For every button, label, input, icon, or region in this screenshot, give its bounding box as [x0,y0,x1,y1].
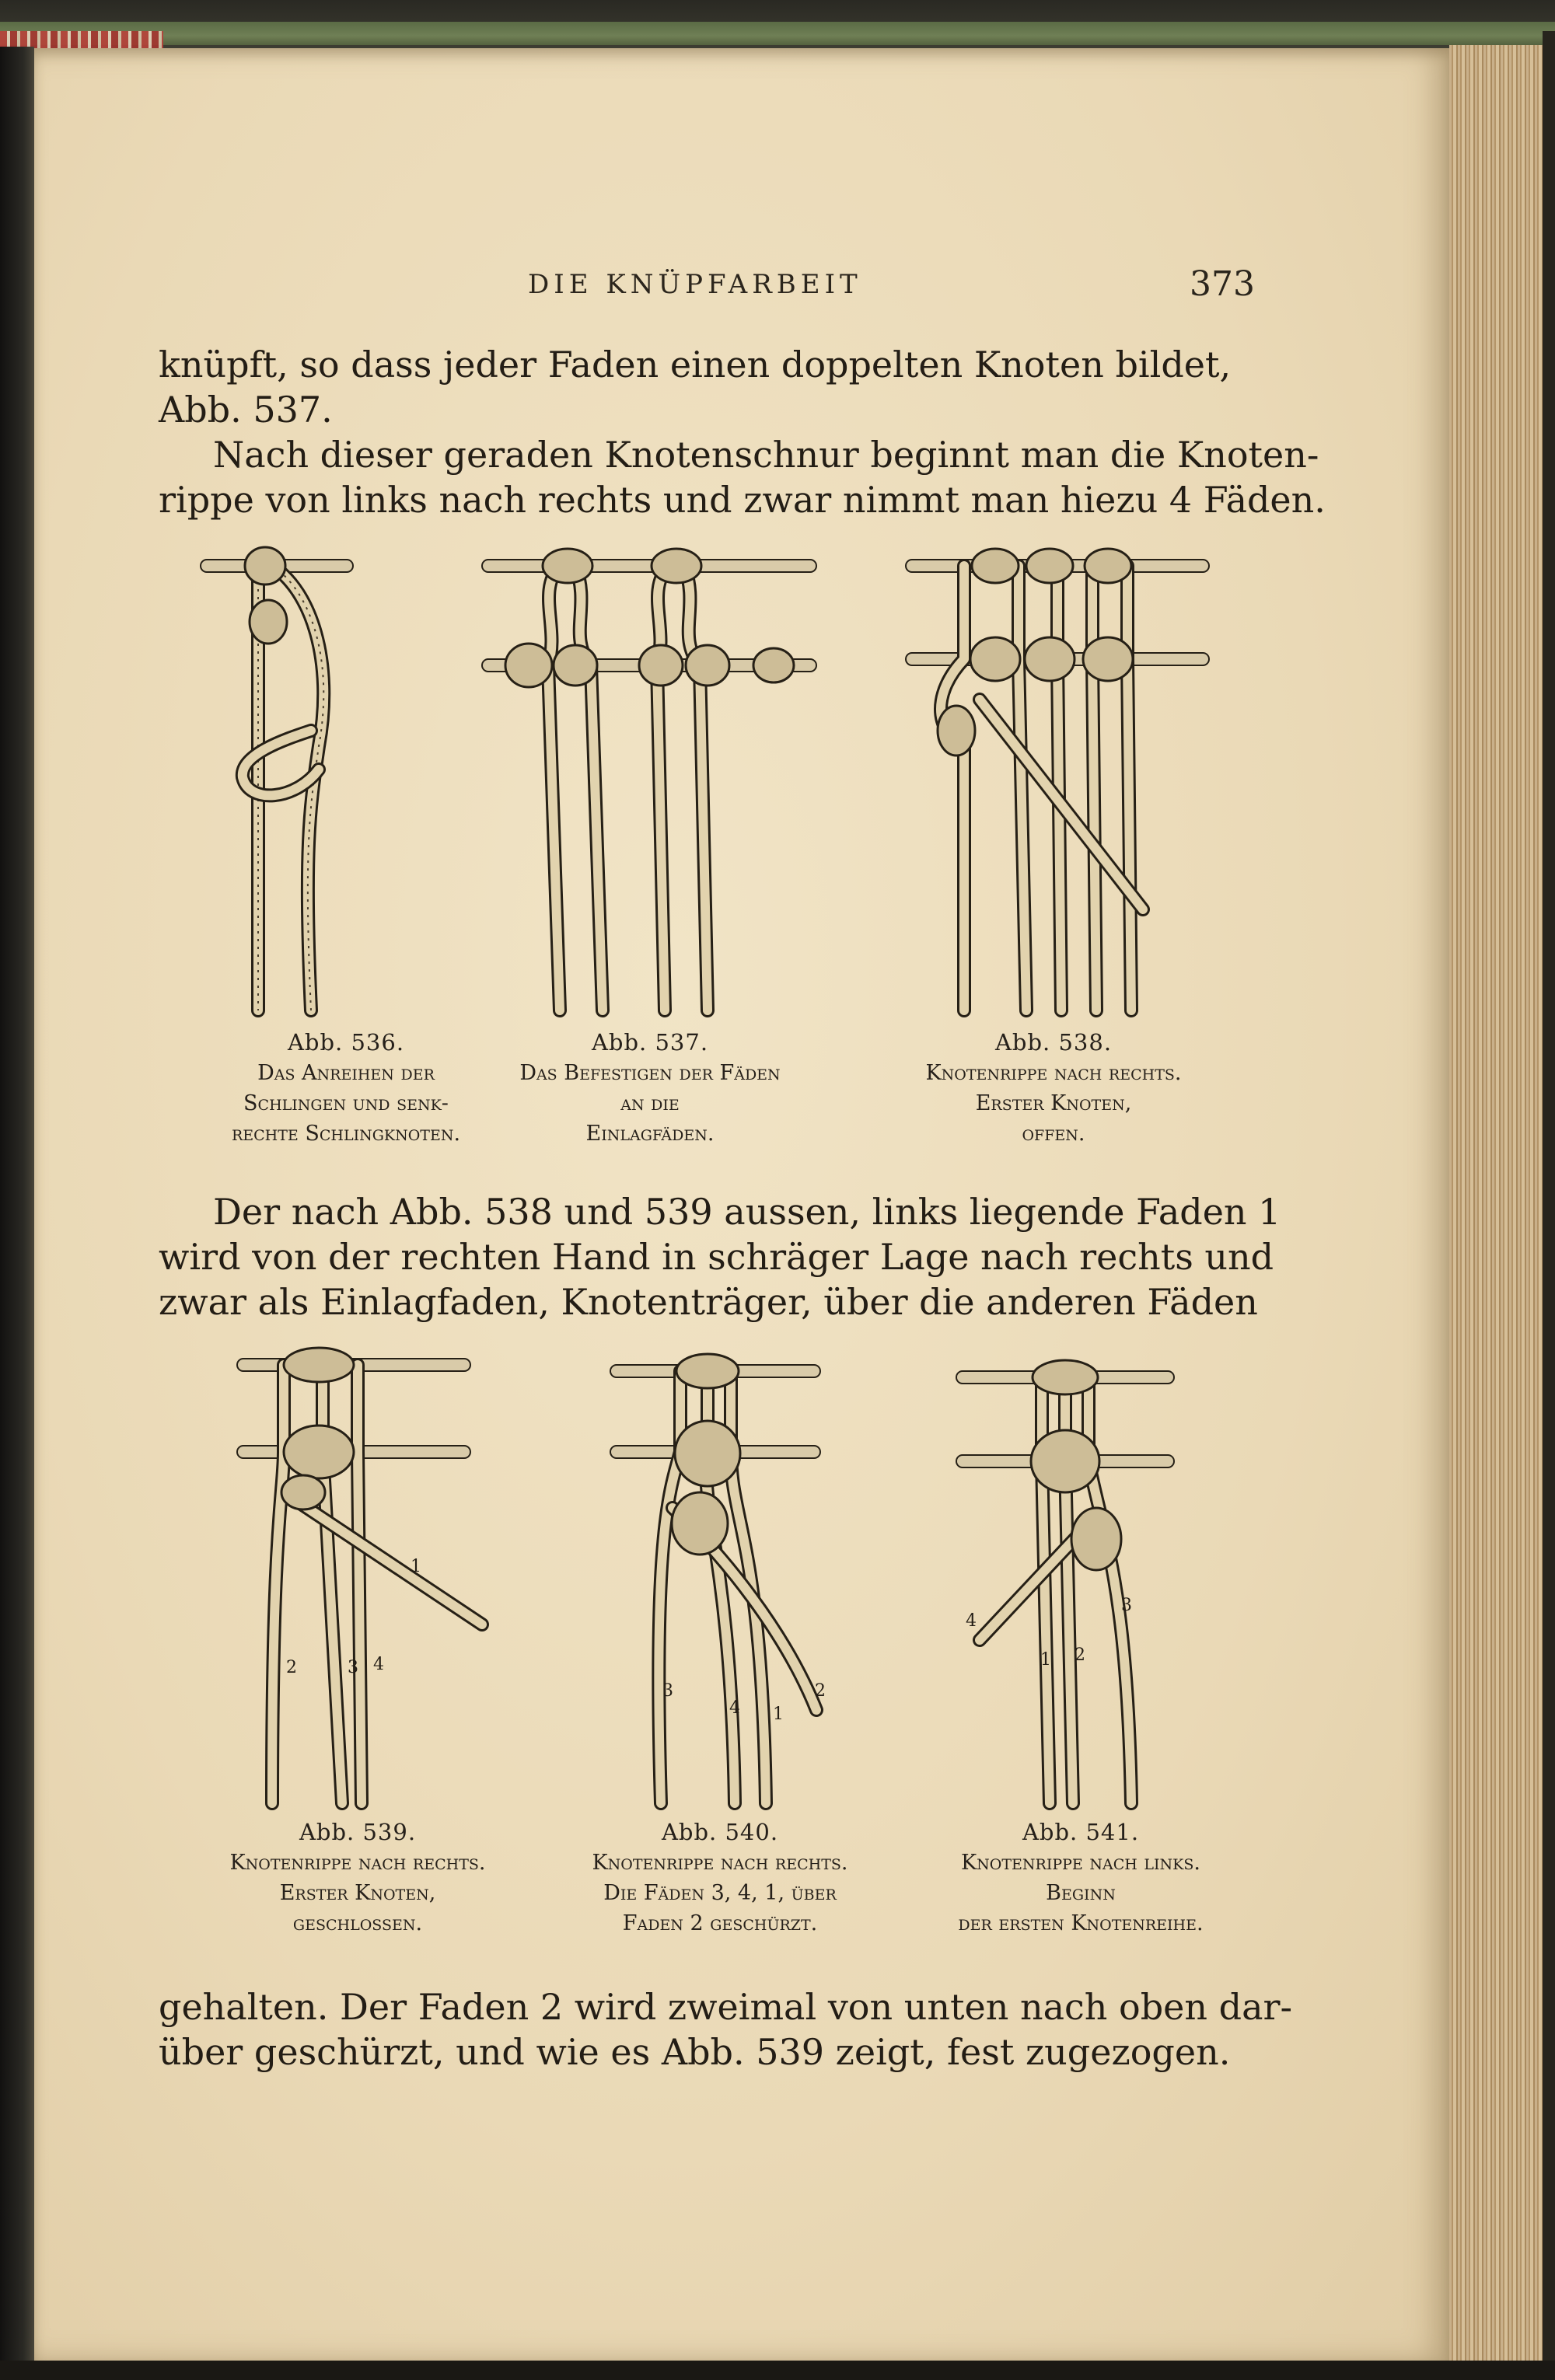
knot [250,600,287,644]
cords [548,566,708,1010]
cover-cloth-edge [0,22,1555,45]
knot [505,644,552,687]
caption-line: Das Befestigen der Fäden [519,1061,781,1085]
knot [1031,1430,1099,1492]
caption-line: Das Anreihen der [257,1061,435,1085]
text-line: zwar als Einlagfaden, Knotenträger, über die anderen Fäden [159,1281,1258,1323]
caption-line: Erster Knoten, [279,1881,436,1905]
caption-abb-539 [187,1817,529,1939]
caption-line: Die Fäden 3, 4, 1, über [603,1881,837,1905]
caption-line: rechte Schlingknoten. [231,1122,461,1146]
knot [1033,1360,1098,1394]
figure-540-illustration [599,1337,847,1811]
knot [938,706,975,756]
text-line: Nach dieser geraden Knotenschnur beginnt man die Knoten- [213,434,1319,476]
running-head [0,264,1555,308]
caption-line: Einlagfäden. [585,1122,715,1146]
figure-number: Abb. 537. [591,1029,709,1056]
figure-537-illustration [474,544,824,1018]
figure-536-illustration [194,544,358,1018]
knot [970,637,1020,681]
thread-label: 4 [966,1611,977,1631]
text-line: rippe von links nach rechts und zwar nimmt man hiezu 4 Fäden. [159,479,1326,521]
thread-label: 2 [1075,1645,1085,1665]
figure-number: Abb. 539. [299,1819,417,1845]
knot [1071,1508,1121,1570]
caption-line: Erster Knoten, [975,1091,1132,1115]
knot [972,549,1019,583]
thread-label: 3 [1121,1596,1132,1615]
figure-539-illustration [233,1337,498,1811]
figure-538-illustration [902,544,1213,1018]
caption-line: Knotenrippe nach rechts. [229,1851,486,1875]
figure-541-illustration [949,1337,1197,1811]
thread-label: 2 [815,1681,826,1701]
knot [284,1426,354,1478]
text-line: über geschürzt, und wie es Abb. 539 zeigt, fest zugezogen. [159,2031,1231,2073]
lark-knot [245,547,285,585]
knot [1025,637,1075,681]
text-line: knüpft, so dass jeder Faden einen doppelten Knoten bildet, [159,344,1232,386]
knot [686,645,729,686]
paragraph-1 [159,342,1326,522]
caption-line: Knotenrippe nach rechts. [592,1851,848,1875]
knot [676,1354,739,1388]
knot [753,648,794,682]
knot [652,549,701,583]
knot [672,1492,728,1555]
thread-label: 1 [1040,1650,1051,1670]
thread-label: 2 [286,1658,297,1677]
page-number: 373 [1190,264,1255,304]
caption-line: Faden 2 geschürzt. [622,1911,818,1935]
caption-abb-538 [863,1028,1244,1149]
thread-label: 4 [729,1698,740,1718]
cords [941,566,1143,1010]
knot [1085,549,1131,583]
knot [675,1421,740,1486]
text-line: gehalten. Der Faden 2 wird zweimal von unten nach oben dar- [159,1986,1293,2028]
knot [639,645,683,686]
holding-rod [482,560,816,572]
knot [1026,549,1073,583]
figure-number: Abb. 538. [994,1029,1113,1056]
caption-line: Beginn [1046,1881,1116,1905]
paragraph-3 [159,1984,1293,2075]
chapter-title: DIE KNÜPFARBEIT [528,269,862,300]
text-line: Abb. 537. [159,389,333,431]
book-cover-right [1543,31,1555,2380]
text-line: wird von der rechten Hand in schräger Lage nach rechts und [159,1236,1274,1278]
thread-label: 4 [373,1655,384,1674]
caption-line: der ersten Knotenreihe. [958,1911,1204,1935]
thread-label: 3 [348,1658,358,1677]
caption-abb-537 [463,1028,837,1149]
caption-line: Knotenrippe nach links. [961,1851,1200,1875]
caption-abb-541 [902,1817,1260,1939]
knot [1083,637,1133,681]
thread-label: 1 [411,1557,421,1576]
caption-abb-536 [187,1028,505,1149]
knot [284,1348,354,1382]
thread-label: 1 [773,1705,784,1724]
page-stack-edges [1449,45,1543,2365]
knot [281,1475,325,1509]
figure-number: Abb. 541. [1022,1819,1140,1845]
knot [543,549,592,583]
figure-number: Abb. 536. [287,1029,405,1056]
caption-line: an die [620,1091,680,1115]
caption-line: geschlossen. [292,1911,423,1935]
book-spine-shadow [0,47,34,2380]
caption-line: Schlingen und senk- [243,1091,449,1115]
figure-number: Abb. 540. [661,1819,779,1845]
caption-abb-540 [533,1817,907,1939]
thread-label: 3 [662,1681,673,1701]
book-cover-bottom [0,2361,1555,2380]
paragraph-2 [159,1189,1281,1324]
knot [554,645,597,686]
text-line: Der nach Abb. 538 und 539 aussen, links liegende Faden 1 [213,1191,1281,1233]
caption-line: offen. [1022,1122,1085,1146]
caption-line: Knotenrippe nach rechts. [925,1061,1182,1085]
